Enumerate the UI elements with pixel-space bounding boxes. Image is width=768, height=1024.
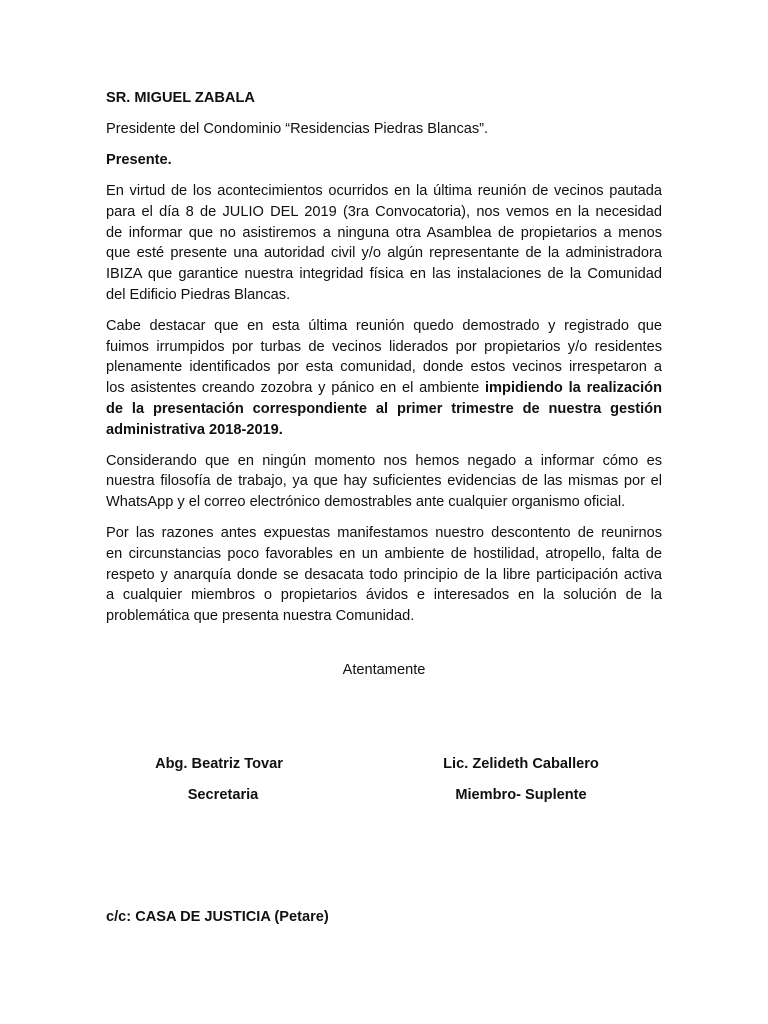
paragraph-2-emphasis: impidiendo la realización bbox=[485, 380, 662, 397]
paragraph-4-line: respeto y anarquía donde se desacata todo principio de la libre participación activa bbox=[106, 566, 662, 583]
paragraph-3 bbox=[106, 451, 662, 513]
signature-left-name: Abg. Beatriz Tovar bbox=[155, 756, 283, 772]
letter-page bbox=[106, 88, 662, 925]
closing: Atentamente bbox=[342, 662, 426, 678]
paragraph-4 bbox=[106, 523, 662, 627]
signature-right-role: Miembro- Suplente bbox=[455, 787, 587, 803]
paragraph-4-line: problemática que presenta nuestra Comunidad. bbox=[106, 608, 415, 625]
paragraph-2-line: fuimos irrumpidos por turbas de vecinos liderados por propietarios y/o residentes bbox=[106, 338, 662, 355]
paragraph-1 bbox=[106, 181, 662, 306]
paragraph-2-line bbox=[106, 378, 662, 399]
paragraph-2-emphasis: de la presentación correspondiente al primer trimestre de nuestra gestión bbox=[106, 400, 662, 417]
president-line: Presidente del Condominio “Residencias Piedras Blancas”. bbox=[106, 121, 489, 137]
paragraph-4-line: Por las razones antes expuestas manifestamos nuestro descontento de reunirnos bbox=[106, 524, 662, 541]
paragraph-4-line: en circunstancias poco favorables en un ambiente de hostilidad, atropello, falta de bbox=[106, 545, 662, 562]
paragraph-1-line: del Edificio Piedras Blancas. bbox=[106, 286, 291, 303]
addressee: SR. MIGUEL ZABALA bbox=[106, 90, 255, 106]
paragraph-1-line: de informar que no asistiremos a ninguna otra Asamblea de propietarios a menos bbox=[106, 224, 662, 241]
greeting: Presente. bbox=[106, 152, 172, 168]
paragraph-1-line: IBIZA que garantice nuestra integridad física en las instalaciones de la Comunidad bbox=[106, 266, 662, 283]
paragraph-2 bbox=[106, 316, 662, 441]
paragraph-1-line: para el día 8 de JULIO DEL 2019 (3ra Convocatoria), nos vemos en la necesidad bbox=[106, 203, 662, 220]
paragraph-2-line: Cabe destacar que en esta última reunión quedo demostrado y registrado que bbox=[106, 317, 662, 334]
paragraph-3-line: WhatsApp y el correo electrónico demostrables ante cualquier organismo oficial. bbox=[106, 494, 626, 511]
paragraph-1-line: que esté presente una autoridad civil y/o algún representante de la administradora bbox=[106, 245, 662, 262]
paragraph-3-line: nuestra filosofía de trabajo, ya que hay suficientes evidencias de las mismas por el bbox=[106, 473, 662, 490]
paragraph-2-emphasis: administrativa 2018-2019. bbox=[106, 421, 283, 438]
signature-left-role: Secretaria bbox=[187, 787, 259, 803]
carbon-copy: c/c: CASA DE JUSTICIA (Petare) bbox=[106, 909, 329, 925]
paragraph-3-line: Considerando que en ningún momento nos hemos negado a informar cómo es bbox=[106, 452, 662, 469]
paragraph-1-line: En virtud de los acontecimientos ocurridos en la última reunión de vecinos pautada bbox=[106, 183, 662, 199]
paragraph-2-text: los asistentes creando zozobra y pánico en el ambiente bbox=[106, 380, 485, 397]
paragraph-4-line: a cualquier miembros o propietarios ávidos e interesados en la solución de la bbox=[106, 587, 662, 604]
signature-right-name: Lic. Zelideth Caballero bbox=[443, 756, 599, 772]
paragraph-2-line: plenamente identificados por esta comunidad, donde estos vecinos irrespetaron a bbox=[106, 359, 662, 376]
